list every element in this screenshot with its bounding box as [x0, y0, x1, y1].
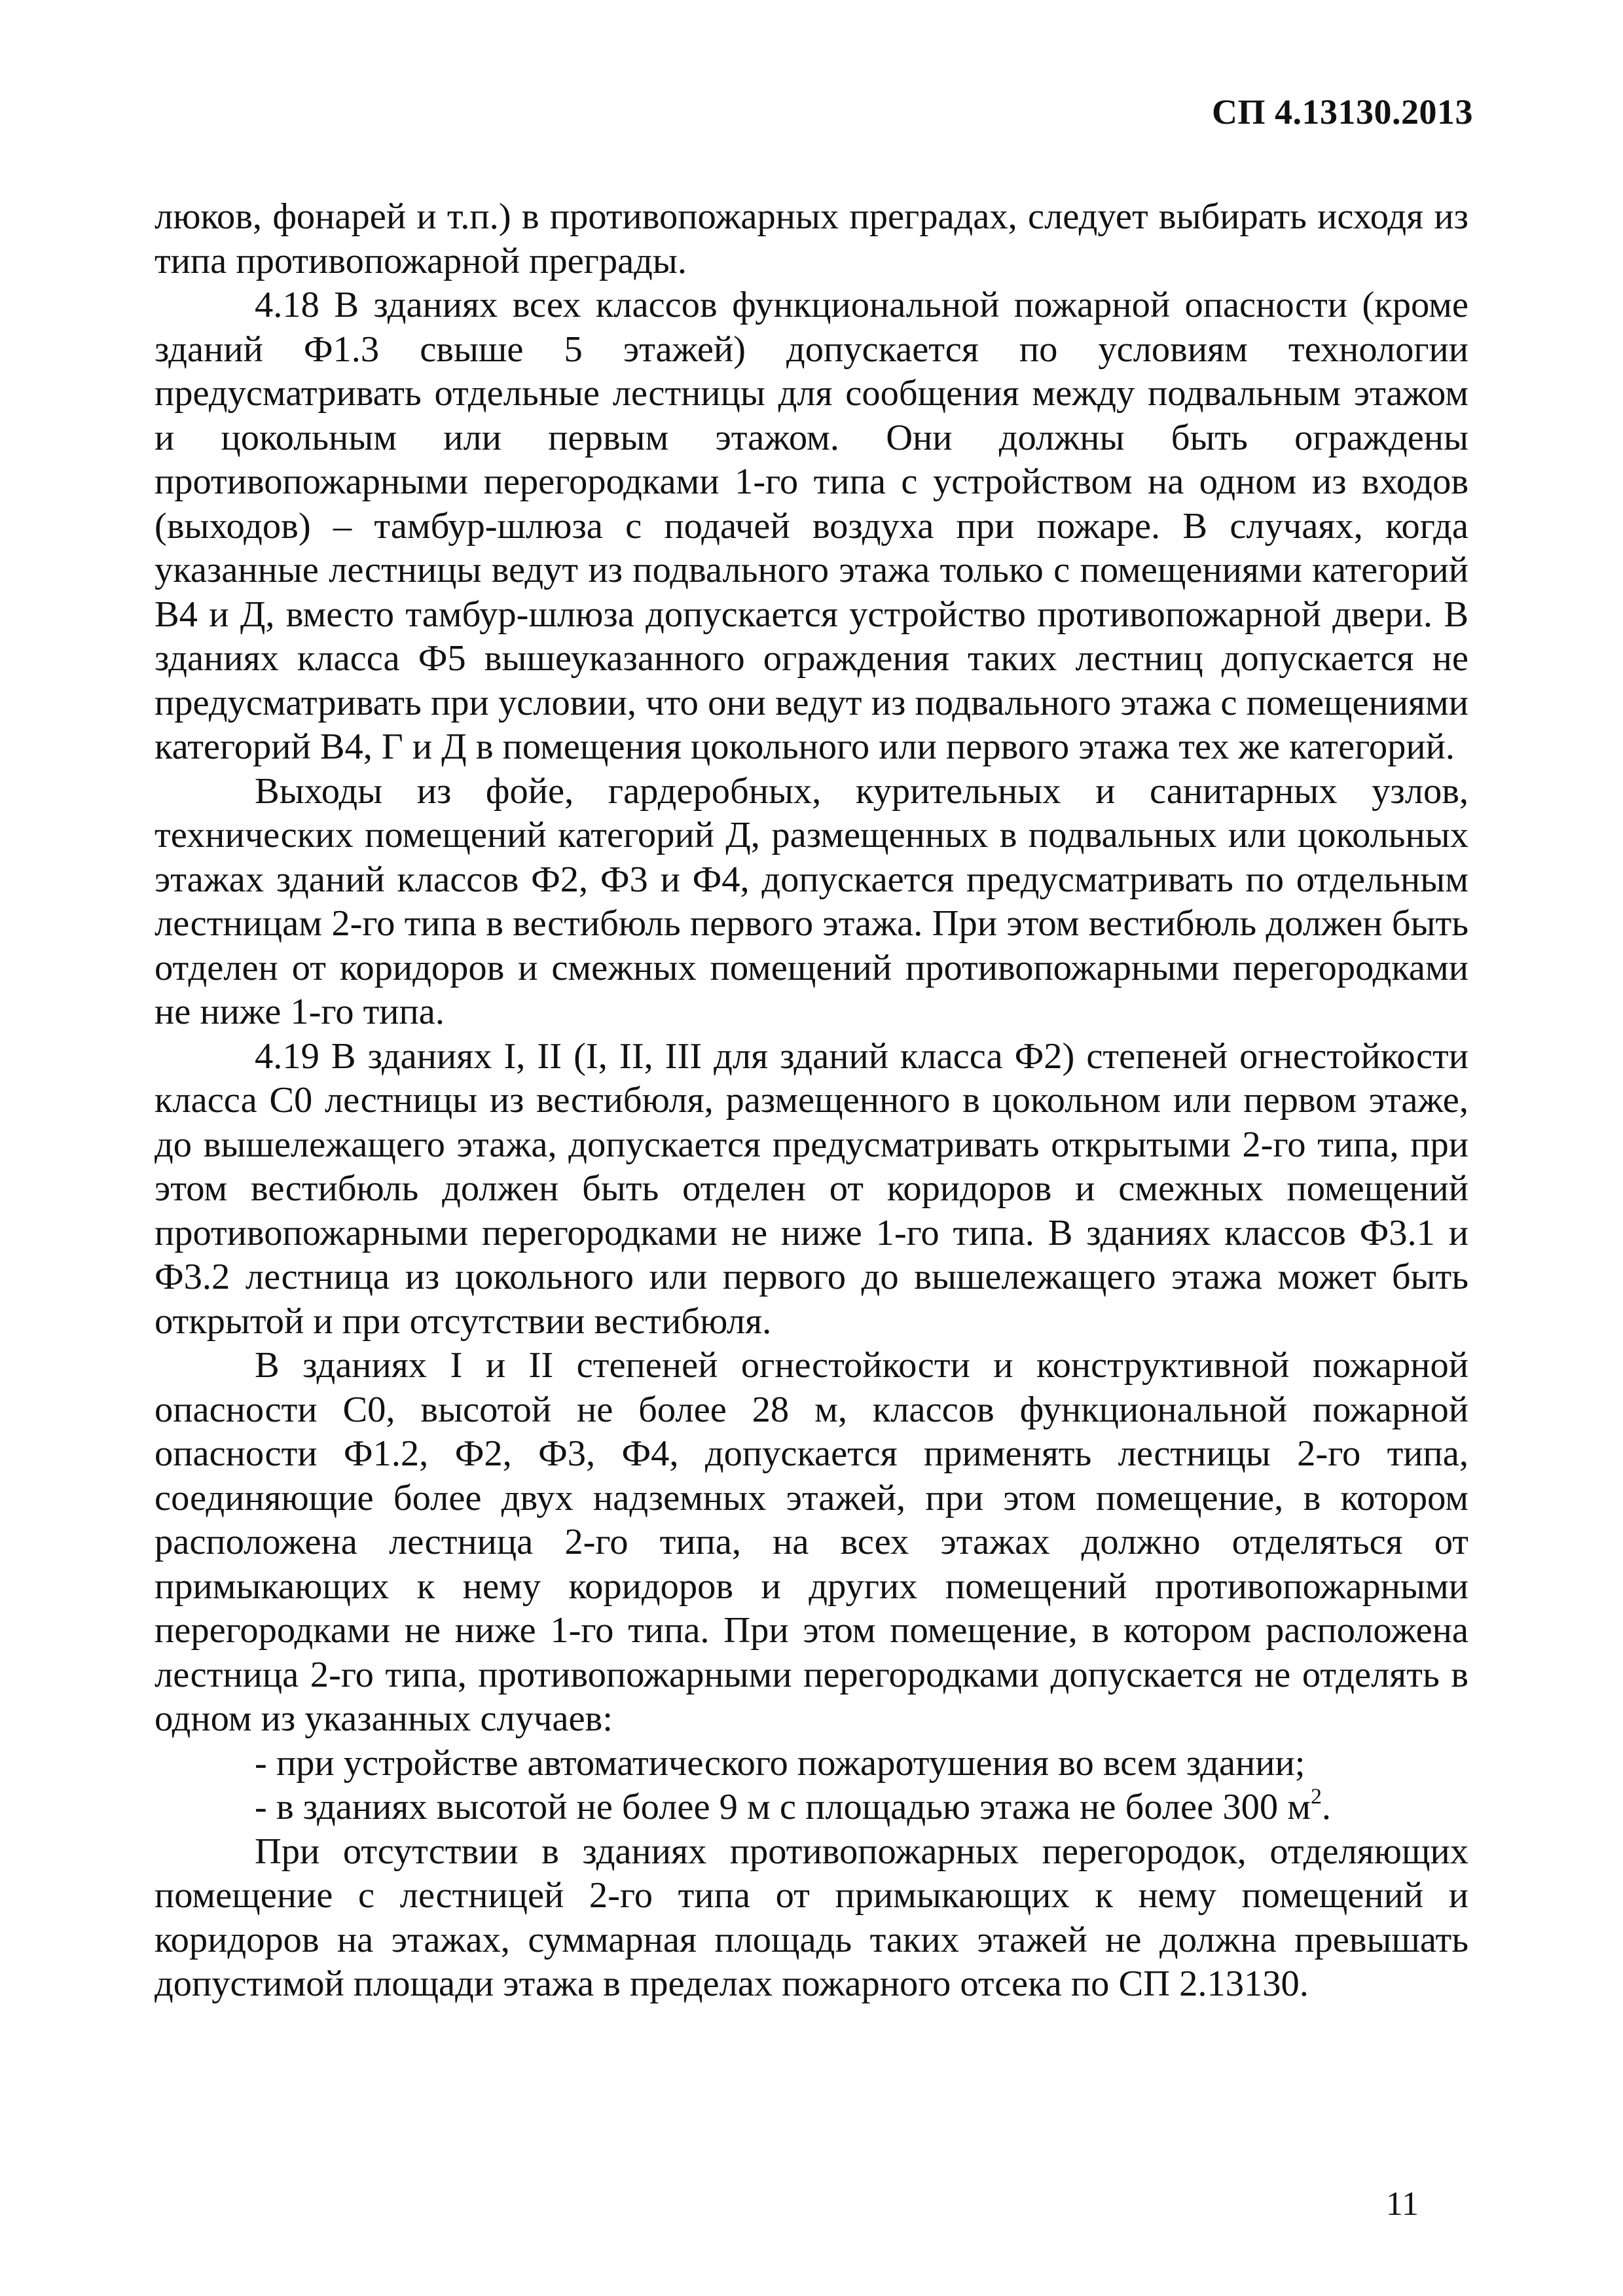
bullet-building-height-text: - в зданиях высотой не более 9 м с площадью этажа не более 300 м — [255, 1787, 1311, 1827]
paragraph-type2-stairs: В зданиях I и II степеней огнестойкости и конструктивной пожарной опасности С0, высотой не более 28 м, классов функциональной пожарной опасности Ф1.2, Ф2, Ф3, Ф4, допускается применять лестницы 2-го типа, соединяющие более двух надземных этажей, при этом помещение, в котором расположена лестница 2-го типа, на всех этажах должно отделяться от примыкающих к нему коридоров и других помещений противопожарными перегородками не ниже 1-го типа. При этом помещение, в котором расположена лестница 2-го типа, противопожарными перегородками допускается не отделять в одном из указанных случаев: — [155, 1345, 1468, 1739]
paragraph-continuation: люков, фонарей и т.п.) в противопожарных преградах, следует выбирать исходя из типа противопожарной преграды. — [155, 196, 1468, 281]
paragraph-exits-foyer: Выходы из фойе, гардеробных, курительных и санитарных узлов, технических помещений категорий Д, размещенных в подвальных или цокольных этажах зданий классов Ф2, Ф3 и Ф4, допускается предусматривать по отдельным лестницам 2-го типа в вестибюль первого этажа. При этом вестибюль должен быть отделен от коридоров и смежных помещений противопожарными перегородками не ниже 1-го типа. — [155, 770, 1468, 1032]
bullet-automatic-extinguishing: - при устройстве автоматического пожаротушения во всем здании; — [255, 1742, 1305, 1784]
document-body — [155, 195, 1468, 2007]
square-meter-exponent: 2 — [1310, 1784, 1322, 1809]
bullet-building-height — [155, 1785, 1468, 1830]
paragraph-floor-area-limit: При отсутствии в зданиях противопожарных перегородок, отделяющих помещение с лестницей 2-го типа от примыкающих к нему помещений и коридоров на этажах, суммарная площадь таких этажей не должна превышать допустимой площади этажа в пределах пожарного отсека по СП 2.13130. — [155, 1831, 1468, 2004]
paragraph-4-19: 4.19 В зданиях I, II (I, II, III для зданий класса Ф2) степеней огнестойкости класса С0 лестницы из вестибюля, размещенного в цокольном или первом этаже, до вышележащего этажа, допускается предусматривать открытыми 2-го типа, при этом вестибюль должен быть отделен от коридоров и смежных помещений противопожарными перегородками не ниже 1-го типа. В зданиях классов Ф3.1 и Ф3.2 лестница из цокольного или первого до вышележащего этажа может быть открытой и при отсутствии вестибюля. — [155, 1035, 1468, 1342]
document-code-header: СП 4.13130.2013 — [1212, 92, 1473, 132]
paragraph-4-18: 4.18 В зданиях всех классов функциональной пожарной опасности (кроме зданий Ф1.3 свыше 5 этажей) допускается по условиям технологии предусматривать отдельные лестницы для сообщения между подвальным этажом и цокольным или первым этажом. Они должны быть ограждены противопожарными перегородками 1-го типа с устройством на одном из входов (выходов) – тамбур-шлюза с подачей воздуха при пожаре. В случаях, когда указанные лестницы ведут из подвального этажа только с помещениями категорий В4 и Д, вместо тамбур-шлюза допускается устройство противопожарной двери. В зданиях класса Ф5 вышеуказанного ограждения таких лестниц допускается не предусматривать при условии, что они ведут из подвального этажа с помещениями категорий В4, Г и Д в помещения цокольного или первого этажа тех же категорий. — [155, 285, 1468, 767]
page-number: 11 — [1385, 2185, 1419, 2223]
bullet-end-period: . — [1321, 1787, 1332, 1827]
